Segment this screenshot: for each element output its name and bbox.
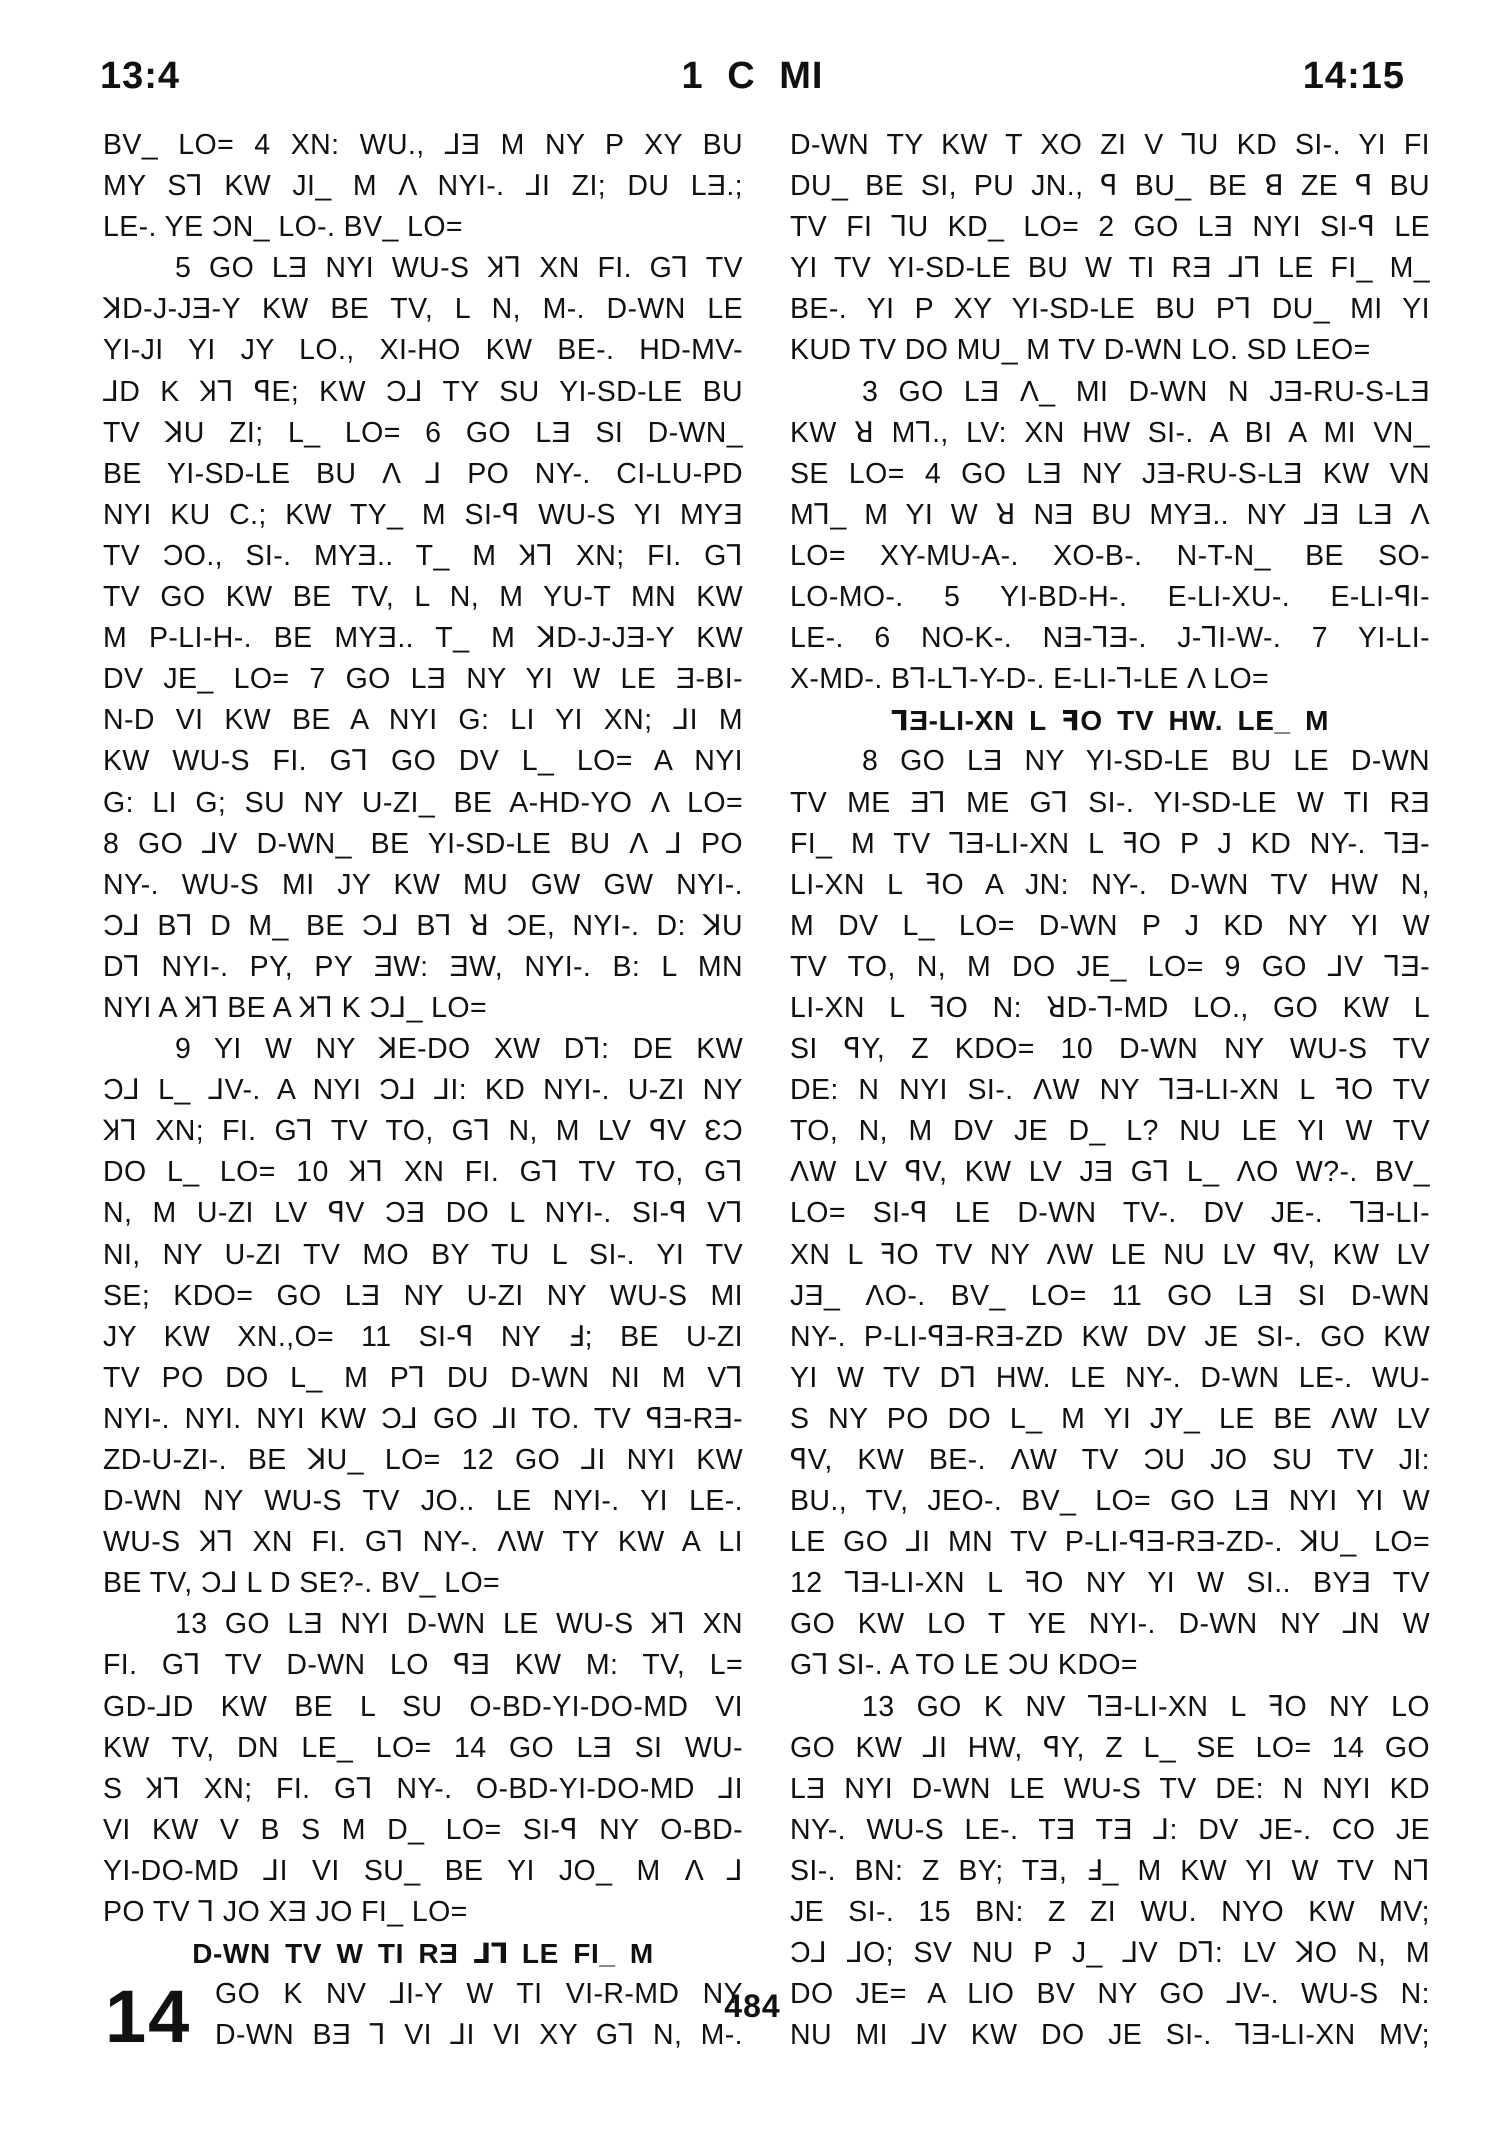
text-line: ZD-U-ZI-. BE ꓘU_ LO= 12 GO ⅃I NYI KW: [103, 1444, 743, 1476]
text-line: BE TV, Ɔ⅃ L D SE?-. BV_ LO=: [103, 1567, 501, 1600]
text-line: DE: N NYI SI-. ΛW NY ꞀƎ-LI-XN L ꟻO TV: [790, 1074, 1430, 1107]
text-line: NU MI ⅃V KW DO JE SI-. ꞀƎ-LI-XN MV;: [790, 2019, 1430, 2052]
text-line: LE-. YE ƆN_ LO-. BV_ LO=: [103, 211, 463, 244]
text-line: 8 GO LƎ NY YI-SD-LE BU LE D-WN: [862, 745, 1430, 778]
text-line: TV ꓘU ZI; L_ LO= 6 GO LƎ SI D-WN_: [103, 416, 743, 449]
text-line: D⅂ NYI-. PY, PY ƎW: ƎW, NYI-. B: L MN: [103, 950, 743, 983]
text-line: 3 GO LƎ Λ_ MI D-WN N JƎ-RU-S-LƎ: [862, 375, 1430, 408]
text-line: GD-⅃D KW BE L SU O-BD-YI-DO-MD VI: [103, 1690, 743, 1723]
text-line: D-WN BƎ ⅂ VI ⅃I VI XY G⅂ N, M-.: [215, 2019, 743, 2052]
text-line: NY-. WU-S MI JY KW MU GW GW NYI-.: [103, 868, 743, 901]
text-line: SE LO= 4 GO LƎ NY JƎ-RU-S-LƎ KW VN: [790, 457, 1430, 490]
text-line: NYI A Ʞ⅂ BE A Ʞ⅂ K Ɔ⅃_ LO=: [103, 991, 488, 1024]
text-line: XN L ꟻO TV NY ΛW LE NU LV ꟼV, KW LV: [790, 1238, 1430, 1271]
text-line: S NY PO DO L_ M YI JY_ LE BE ΛW LV: [790, 1402, 1430, 1435]
right-column: [790, 125, 1430, 2056]
text-line: DO JE= A LIO BV NY GO ⅃V-. WU-S N:: [790, 1978, 1430, 2011]
text-line: KW TV, DN LE_ LO= 14 GO LƎ SI WU-: [103, 1731, 743, 1764]
text-line: ꓘD-J-JƎ-Y KW BE TV, L N, M-. D-WN LE: [103, 293, 743, 326]
text-line: TV GO KW BE TV, L N, M YU-T MN KW: [103, 581, 743, 614]
text-line: Ɔ⅃ L_ ⅃V-. A NYI Ɔ⅃ ⅃I: KD NYI-. U-ZI NY: [103, 1074, 743, 1107]
text-line: N-D VI KW BE A NYI G: LI YI XN; ⅃I M: [103, 704, 743, 737]
left-column: [103, 125, 743, 2059]
text-line: M DV L_ LO= D-WN P J KD NY YI W: [790, 909, 1430, 942]
text-line: GO KW ⅃I HW, ꟼY, Z L_ SE LO= 14 GO: [790, 1731, 1430, 1764]
text-line: ꟼV, KW BE-. ΛW TV ƆU JO SU TV JI:: [790, 1444, 1430, 1476]
text-line: TV ƆO., SI-. MYƎ.. T_ M Ʞ⅂ XN; FI. G⅂: [103, 539, 743, 572]
text-line: NY-. WU-S LE-. TƎ TƎ ⅃: DV JE-. CO JE: [790, 1813, 1430, 1846]
text-line: LE-. 6 NO-K-. NƎ-ꞀƎ-. J-ꞀI-W-. 7 YI-LI-: [790, 622, 1430, 655]
text-line: ΛW LV ꟼV, KW LV JƎ G⅂ L_ ΛO W?-. BV_: [790, 1156, 1430, 1189]
text-line: PO TV ⅂ JO XƎ JO FI_ LO=: [103, 1896, 468, 1929]
text-line: BE YI-SD-LE BU Λ ⅃ PO NY-. CI-LU-PD: [103, 457, 743, 490]
text-line: D-WN TY KW T XO ZI V ꞀU KD SI-. YI FI: [790, 129, 1430, 161]
text-line: 13 GO LƎ NYI D-WN LE WU-S Ʞ⅂ XN: [175, 1608, 743, 1641]
text-line: BV_ LO= 4 XN: WU., ⅃Ǝ M NY P XY BU: [103, 129, 743, 161]
text-line: ⅃D K Ʞ⅂ ꟼE; KW Ɔ⅃ TY SU YI-SD-LE BU: [103, 375, 743, 408]
text-line: YI W TV D⅂ HW. LE NY-. D-WN LE-. WU-: [790, 1361, 1430, 1394]
text-line: G⅂ SI-. A TO LE ƆU KDO=: [790, 1649, 1138, 1682]
text-line: Ʞ⅂ XN; FI. G⅂ TV TO, G⅂ N, M LV ꟼV ƐƆ: [103, 1115, 743, 1148]
text-line: NY-. P-LI-ꟼƎ-RƎ-ZD KW DV JE SI-. GO KW: [790, 1320, 1430, 1353]
text-line: DV JE_ LO= 7 GO LƎ NY YI W LE Ǝ-BI-: [103, 663, 743, 696]
text-line: MY S⅂ KW JI_ M Λ NYI-. ⅃I ZI; DU LƎ.;: [103, 170, 743, 203]
running-head-book-title: 1 C MI: [681, 55, 824, 97]
text-line: 5 GO LƎ NYI WU-S Ʞ⅂ XN FI. G⅂ TV: [175, 252, 743, 285]
text-line: LO-MO-. 5 YI-BD-H-. E-LI-XU-. E-LI-ꟼI-: [790, 581, 1430, 614]
text-line: TV TO, N, M DO JE_ LO= 9 GO ⅃V ꞀƎ-: [790, 950, 1430, 983]
text-line: N, M U-ZI LV ꟼV ƆƎ DO L NYI-. SI-ꟼ V⅂: [103, 1197, 743, 1230]
text-line: GO K NV ⅃I-Y W TI VI-R-MD NY: [215, 1978, 743, 2011]
text-line: D-WN NY WU-S TV JO.. LE NYI-. YI LE-.: [103, 1485, 743, 1518]
text-line: 12 ꞀƎ-LI-XN L ꟻO NY YI W SI.. BYƎ TV: [790, 1567, 1430, 1600]
text-line: S Ʞ⅂ XN; FI. G⅂ NY-. O-BD-YI-DO-MD ⅃I: [103, 1772, 743, 1805]
running-head-left: 13:4: [100, 55, 181, 97]
text-line: KW ꓤ M⅂., LV: XN HW SI-. A BI A MI VN_: [790, 416, 1430, 449]
text-line: LO= XY-MU-A-. XO-B-. N-T-N_ BE SO-: [790, 539, 1430, 572]
text-line: TV ME Ǝ⅂ ME G⅂ SI-. YI-SD-LE W TI RƎ: [790, 786, 1430, 819]
text-line: NYI KU C.; KW TY_ M SI-ꟼ WU-S YI MYƎ: [103, 498, 743, 531]
text-line: VI KW V B S M D_ LO= SI-ꟼ NY O-BD-: [103, 1813, 743, 1846]
text-line: LE GO ⅃I MN TV P-LI-ꟼƎ-RƎ-ZD-. ꓘU_ LO=: [790, 1526, 1430, 1559]
text-line: YI TV YI-SD-LE BU W TI RƎ ⅃⅂ LE FI_ M_: [790, 252, 1430, 285]
text-line: WU-S Ʞ⅂ XN FI. G⅂ NY-. ΛW TY KW A LI: [103, 1526, 743, 1559]
page-number: 484: [724, 1988, 781, 2024]
text-line: M P-LI-H-. BE MYƎ.. T_ M ꓘD-J-JƎ-Y KW: [103, 622, 743, 655]
text-line: M⅂_ M YI W ꓤ NƎ BU MYƎ.. NY ⅃Ǝ LƎ Λ: [790, 498, 1430, 531]
text-line: JY KW XN.,O= 11 SI-ꟼ NY Ⅎ; BE U-ZI: [103, 1320, 743, 1353]
text-line: Ɔ⅃ ⅃O; SV NU P J_ ⅃V D⅂: LV ꓘO N, M: [790, 1937, 1430, 1970]
text-line: NI, NY U-ZI TV MO BY TU L SI-. YI TV: [103, 1238, 743, 1271]
text-line: 8 GO ⅃V D-WN_ BE YI-SD-LE BU Λ ⅃ PO: [103, 827, 743, 860]
text-line: DO L_ LO= 10 Ʞ⅂ XN FI. G⅂ TV TO, G⅂: [103, 1156, 743, 1189]
chapter-number: 14: [105, 1975, 192, 2059]
running-head-right: 14:15: [1302, 55, 1405, 97]
section-heading: D-WN TV W TI RƎ ⅃⅂ LE FI_ M: [192, 1938, 654, 1970]
text-line: KW WU-S FI. G⅂ GO DV L_ LO= A NYI: [103, 745, 743, 778]
text-line: X-MD-. B⅂-L⅂-Y-D-. E-LI-Ꞁ-LE Λ LO=: [790, 663, 1270, 696]
text-line: G: LI G; SU NY U-ZI_ BE A-HD-YO Λ LO=: [103, 786, 743, 819]
text-line: SI ꟼY, Z KDO= 10 D-WN NY WU-S TV: [790, 1033, 1430, 1066]
text-line: JE SI-. 15 BN: Z ZI WU. NYO KW MV;: [790, 1896, 1430, 1929]
text-line: LƎ NYI D-WN LE WU-S TV DE: N NYI KD: [790, 1772, 1430, 1805]
text-line: Ɔ⅃ B⅂ D M_ BE Ɔ⅃ B⅂ ꓤ ƆE, NYI-. D: ꓘU: [103, 909, 743, 942]
running-head: [100, 55, 1405, 105]
text-line: BE-. YI P XY YI-SD-LE BU P⅂ DU_ MI YI: [790, 293, 1430, 326]
text-line: TV PO DO L_ M P⅂ DU D-WN NI M V⅂: [103, 1361, 743, 1394]
text-line: JƎ_ ΛO-. BV_ LO= 11 GO LƎ SI D-WN: [790, 1279, 1430, 1312]
text-line: SE; KDO= GO LƎ NY U-ZI NY WU-S MI: [103, 1279, 743, 1312]
section-heading: ꞀƎ-LI-XN L ꟻO TV HW. LE_ M: [890, 705, 1330, 737]
text-line: DU_ BE SI, PU JN., ꟼ BU_ BE ꓭ ZE ꟼ BU: [790, 170, 1430, 203]
text-line: LI-XN L ꟻO A JN: NY-. D-WN TV HW N,: [790, 868, 1430, 901]
text-line: TV FI ꞀU KD_ LO= 2 GO LƎ NYI SI-ꟼ LE: [790, 211, 1430, 244]
text-line: KUD TV DO MU_ M TV D-WN LO. SD LEO=: [790, 334, 1371, 367]
text-line: LO= SI-ꟼ LE D-WN TV-. DV JE-. ꞀƎ-LI-: [790, 1197, 1430, 1230]
text-line: 13 GO K NV ꞀƎ-LI-XN L ꟻO NY LO: [862, 1690, 1430, 1723]
text-line: SI-. BN: Z BY; TƎ, Ⅎ_ M KW YI W TV N⅂: [790, 1854, 1430, 1887]
text-line: LI-XN L ꟻO N: ꓤD-Ꞁ-MD LO., GO KW L: [790, 991, 1430, 1024]
text-line: FI. G⅂ TV D-WN LO ꟼƎ KW M: TV, L=: [103, 1649, 743, 1682]
text-line: 9 YI W NY ꓘE-DO XW D⅂: DE KW: [175, 1033, 743, 1066]
text-line: TO, N, M DV JE D_ L? NU LE YI W TV: [790, 1115, 1430, 1148]
text-line: BU., TV, JEO-. BV_ LO= GO LƎ NYI YI W: [790, 1485, 1430, 1518]
text-line: NYI-. NYI. NYI KW Ɔ⅃ GO ⅃I TO. TV ꟼƎ-RƎ-: [103, 1402, 743, 1435]
text-line: FI_ M TV ꞀƎ-LI-XN L ꟻO P J KD NY-. ꞀƎ-: [790, 827, 1430, 860]
text-line: YI-DO-MD ⅃I VI SU_ BE YI JO_ M Λ ⅃: [103, 1854, 743, 1887]
text-line: YI-JI YI JY LO., XI-HO KW BE-. HD-MV-: [103, 334, 743, 367]
text-line: GO KW LO T YE NYI-. D-WN NY ⅃N W: [790, 1608, 1430, 1641]
